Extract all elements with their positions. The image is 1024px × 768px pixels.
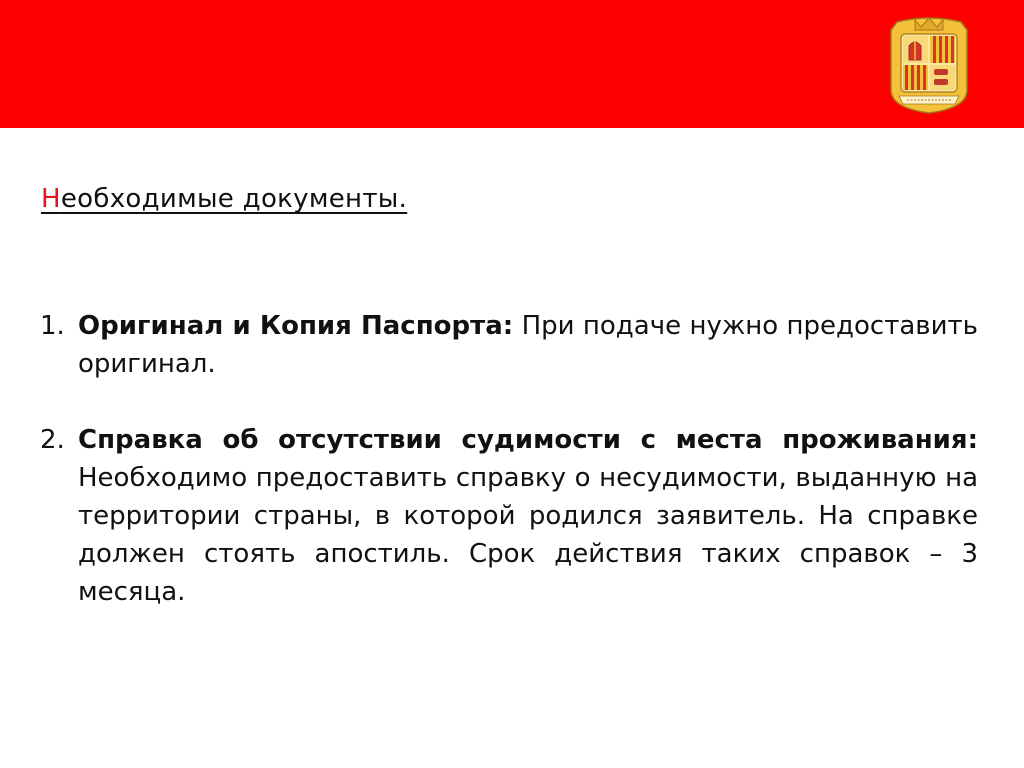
list-item — [40, 421, 978, 611]
coat-of-arms-of-andorra-icon — [887, 16, 971, 114]
list-item-title: Оригинал и Копия Паспорта: — [78, 311, 514, 341]
list-item-number: 2. — [40, 425, 65, 455]
page-title-text: еобходимые документы. — [60, 184, 408, 214]
page-title-first-letter: Н — [41, 184, 61, 214]
page-title — [41, 184, 407, 214]
list-item-number: 1. — [40, 311, 65, 341]
document-list — [40, 307, 978, 611]
list-item-text: При подаче нужно предоставить оригинал. — [78, 311, 978, 379]
top-band — [0, 0, 1024, 128]
list-item — [40, 307, 978, 383]
list-item-title: Справка об отсутствии судимости с места проживания: — [78, 425, 978, 455]
list-item-text: Необходимо предоставить справку о несудимости, выданную на территории страны, в которой родился заявитель. На справке должен стоять апостиль. Срок действия таких справок – 3 месяца. — [78, 463, 978, 607]
